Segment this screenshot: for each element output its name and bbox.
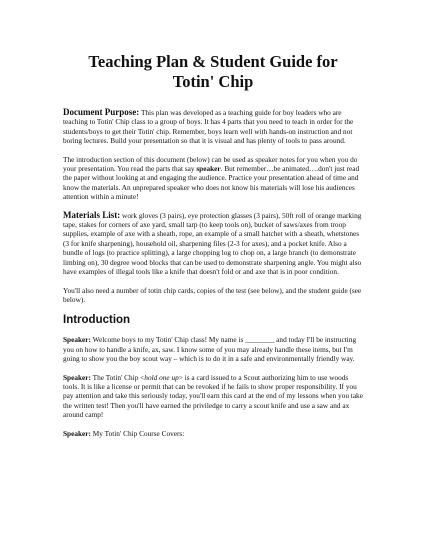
purpose-label: Document Purpose: (63, 107, 140, 117)
intro-speaker-word: speaker (196, 164, 221, 174)
materials-label: Materials List: (63, 209, 121, 220)
speaker-label: Speaker: (63, 372, 91, 382)
speaker-2-text-before: The Totin' Chip < (90, 372, 145, 382)
speaker-label: Speaker: (63, 428, 91, 438)
speaker-label: Speaker: (63, 335, 91, 345)
intro-instructions-paragraph (63, 155, 363, 202)
speaker-3-text: My Totin' Chip Course Covers: (90, 428, 185, 438)
purpose-paragraph (63, 108, 363, 146)
materials-text: work gloves (3 pairs), eye protection glasses (3 pairs), 50ft roll of orange marking tape, stakes for corners of axe yard, small tarp (to keep tools on), bucket of saws/axes from troop supplies, example of axe with a sheath, rope, an example of a small hatchet with a sheath, whetstones (3 for knife sharpening), household oil, sharpening files (2-3 for axes), and a pocket knife. Also a bundle of logs (to practice splitting), a large chopping log to chop on, a large branch (to demonstrate limbing on), 30 degree wood blocks that can be used to demonstrate sharpening angle. You might also have examples of illegal tools like a knife that doesn't fold or and axe that is in poor condition. (63, 210, 362, 277)
introduction-heading: Introduction (63, 314, 131, 327)
cards-paragraph: You'll also need a number of totin chip cards, copies of the test (see below), and the student guide (see below). (63, 285, 362, 304)
materials-paragraph (63, 211, 363, 277)
speaker-paragraph-2 (63, 373, 363, 420)
intro-text-after: . But remember…be animated….don't just read the paper without looking at and engaging the audience. Practice your presentation ahead of time and know the materials. An unprepared speaker who does not know his materials will lose his audiences attention within a minute! (63, 164, 360, 202)
speaker-2-italic: hold one up (144, 372, 179, 382)
title-line-2: Totin' Chip (172, 72, 254, 91)
purpose-text: This plan was developed as a teaching guide for boy leaders who are teaching to Totin' Chip class to a group of boys. It has 4 parts that you need to teach in order for the students/boys to get their Totin' chip. Remember, boys learn well with hands-on instruction and not boring lectures. Build your presentation so that it is visual and has plenty of tools to pass around. (63, 108, 354, 146)
speaker-2-text-after: > is a card issued to a Scout authorizing him to use woods tools. It is like a license or permit that can be revoked if he fails to show proper responsibility. If you pay attention and take this seriously today, you'll earn this card at the end of my lessons when you take the written test! Then you'll have earned the priviledge to carry a scout knife and use a saw and ax around camp! (63, 372, 363, 420)
speaker-paragraph-1 (63, 335, 363, 363)
document-title (63, 52, 363, 92)
document-page (63, 52, 363, 447)
speaker-1-text: Welcome boys to my Totin' Chip class! My name is ________ and today I'll be instructing you on how to handle a knife, ax, saw. I know some of you may already handle these items, but I'm going to show you the boy scout way – which is to do it in a safe and environmentally friendly way. (63, 335, 357, 364)
speaker-paragraph-3 (63, 429, 363, 438)
intro-text-before: The introduction section of this document (below) can be used as speaker notes for you when you do your presentation. You read the parts that say (63, 154, 358, 174)
title-line-1: Teaching Plan & Student Guide for (88, 52, 338, 71)
